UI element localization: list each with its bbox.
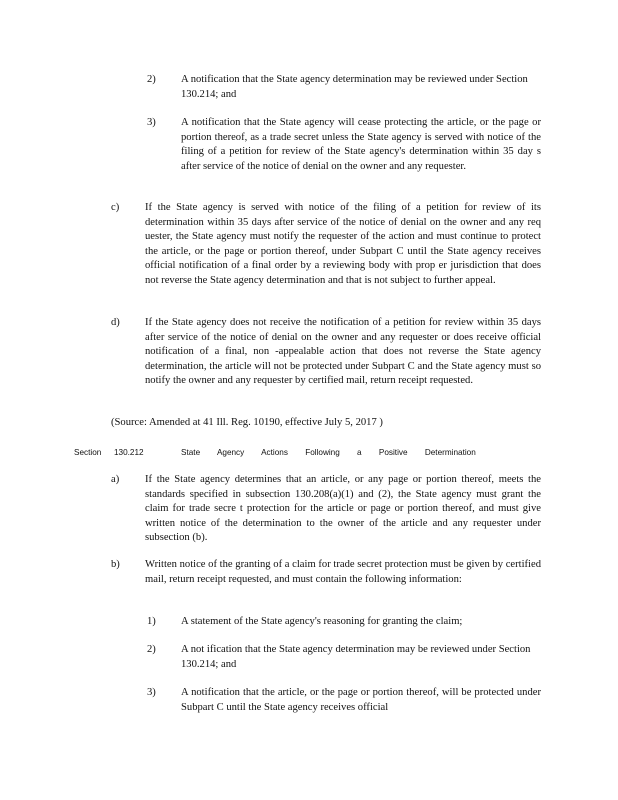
item-text: A not ification that the State agency determination may be reviewed under Section 130.214; and: [181, 644, 531, 670]
section-number: 130.212: [114, 448, 144, 457]
item-text: A notification that the article, or the page or portion thereof, will be protected under Subpart C until the State agency receives official: [181, 687, 541, 713]
item-text: A statement of the State agency's reasoning for granting the claim;: [181, 616, 463, 627]
item-label: 1): [147, 616, 156, 627]
subsection-text: If the State agency is served with notice of the filing of a petition for review of its determination within 35 days after service of the notice of denial on the owner and any req uester, the State agency must notify the requester of the action and must continue to protect the article, or the page or portion thereof, under Subpart C until the State agency receives official notification of a final order by a reviewing body with prop er jurisdiction that does not reverse the State agency determination and that is not subject to further appeal.: [145, 202, 541, 286]
item-label: 2): [147, 74, 156, 85]
item-label: 3): [147, 687, 156, 698]
item-text: A notification that the State agency determination may be reviewed under Section 130.214; and: [181, 74, 528, 100]
subsection-label: c): [111, 202, 120, 213]
subsection-label: b): [111, 559, 120, 570]
section-title: State Agency Actions Following a Positive Determination: [181, 448, 476, 457]
section-label: Section: [74, 448, 102, 457]
subsection-text: If the State agency determines that an article, or any page or portion thereof, meets the standards specified in subsection 130.208(a)(1) and (2), the State agency must grant the claim for trade secre t protection for the article or page or portion thereof, and must give written notice of the determination to the owner of the article and any requester under subsection (b).: [145, 474, 541, 544]
source-note: (Source: Amended at 41 Ill. Reg. 10190, effective July 5, 2017 ): [111, 417, 383, 428]
item-label: 3): [147, 117, 156, 128]
item-text: A notification that the State agency will cease protecting the article, or the page or portion thereof, as a trade secret unless the State agency is served with notice of the filing of a petition for review of the State agency's determination within 35 day s after service of the notice of denial on the owner and any requester.: [181, 117, 541, 172]
subsection-label: a): [111, 474, 120, 485]
subsection-text: If the State agency does not receive the notification of a petition for review within 35 days after service of the notice of denial on the owner and any requester or does receive official notification of a final, non -appealable action that does not reverse the State agency determination, the article will not be protected under Subpart C and the State agency must so notify the owner and any requester by certified mail, return receipt requested.: [145, 317, 541, 387]
subsection-text: Written notice of the granting of a claim for trade secret protection must be given by certified mail, return receipt requested, and must contain the following information:: [145, 559, 541, 585]
item-label: 2): [147, 644, 156, 655]
subsection-label: d): [111, 317, 120, 328]
